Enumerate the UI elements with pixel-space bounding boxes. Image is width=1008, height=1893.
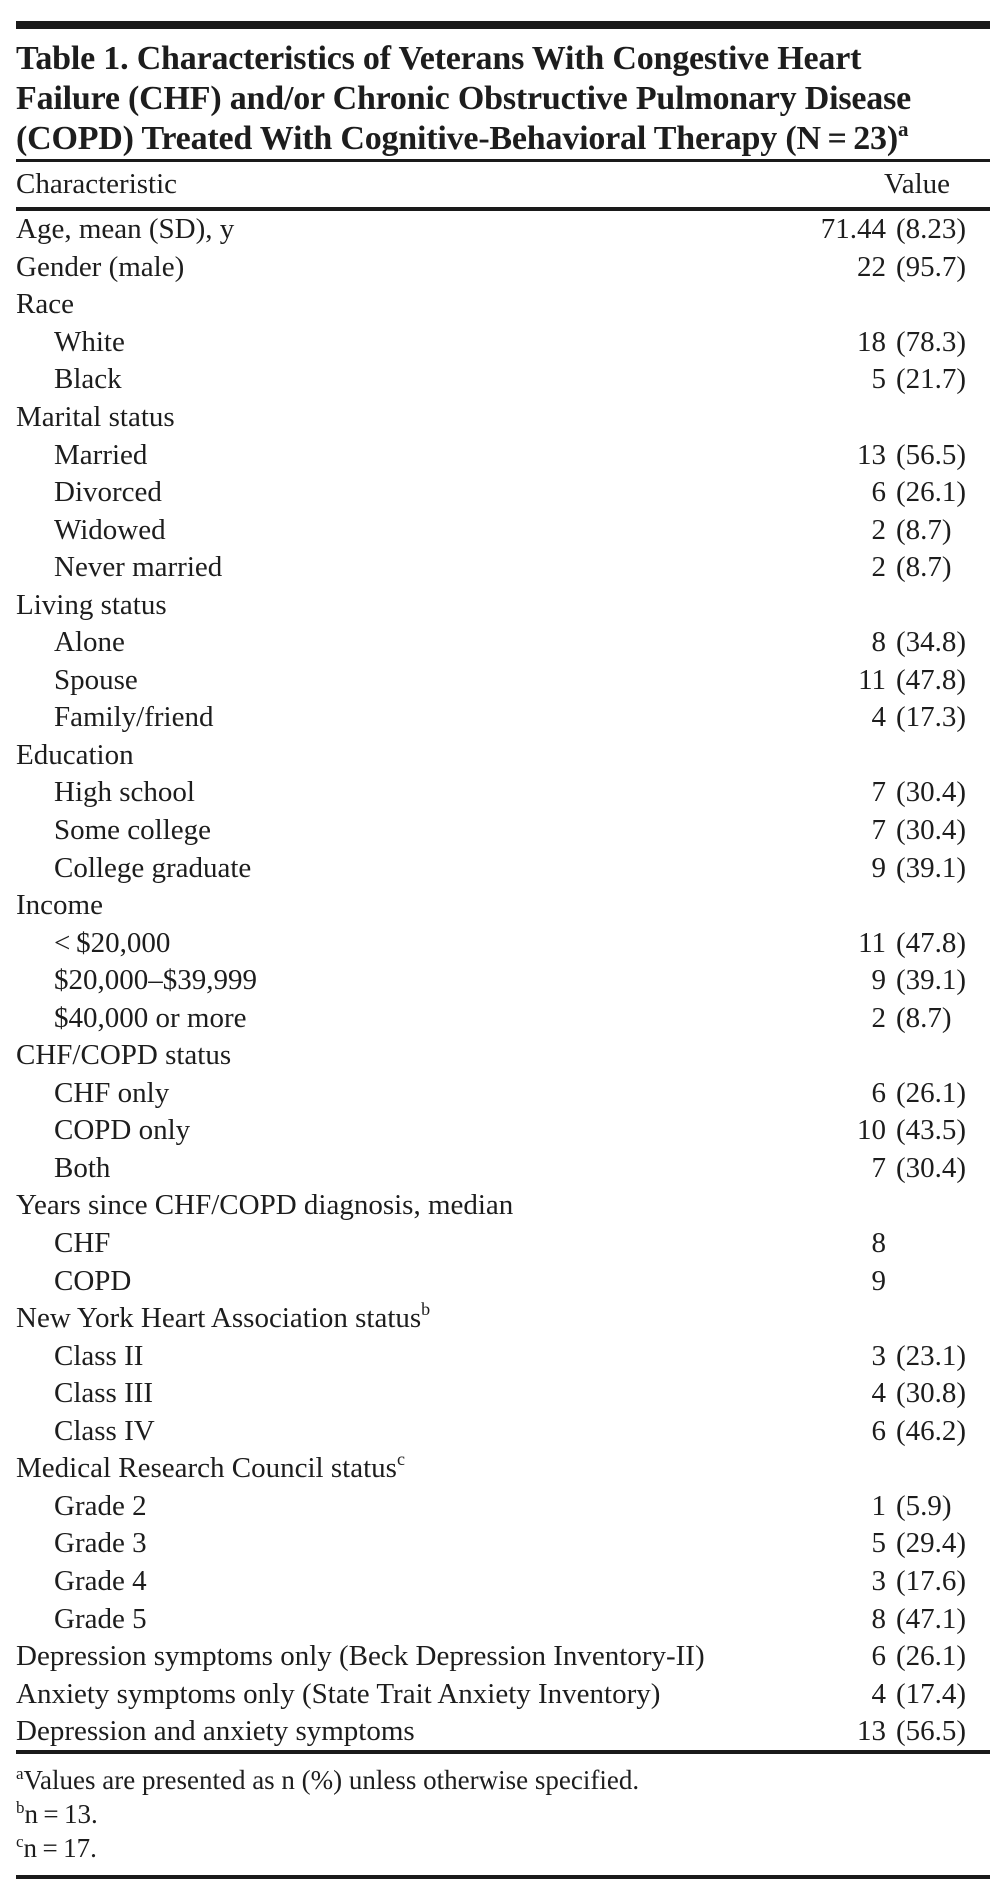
row-label — [16, 1415, 814, 1448]
row-value-n: 2 — [871, 551, 886, 584]
row-label — [16, 1152, 814, 1185]
row-value — [814, 776, 990, 809]
table-row — [16, 1375, 990, 1413]
row-label — [16, 889, 814, 922]
column-header-characteristic: Characteristic — [16, 168, 178, 200]
row-value-n: 6 — [871, 476, 886, 509]
row-value — [814, 363, 990, 396]
row-value — [814, 1077, 990, 1110]
row-value-n: 11 — [858, 663, 886, 696]
table-title-line-3 — [16, 119, 990, 159]
row-label-text: CHF only — [54, 1076, 170, 1109]
row-label — [16, 1640, 814, 1673]
row-value-percent: (21.7) — [896, 363, 967, 396]
row-label — [16, 1302, 814, 1335]
row-value-n: 13 — [857, 438, 886, 471]
row-value-n: 11 — [858, 926, 886, 959]
table-row — [16, 887, 990, 925]
row-value-percent: (17.4) — [896, 1677, 967, 1710]
row-label — [16, 401, 814, 434]
table-body — [16, 211, 990, 1750]
row-label-text: Anxiety symptoms only (State Trait Anxiety Inventory) — [16, 1677, 661, 1710]
row-value-percent: (47.1) — [896, 1602, 967, 1635]
row-value-percent: (43.5) — [896, 1114, 967, 1147]
row-value — [814, 1340, 990, 1373]
row-label — [16, 1490, 814, 1523]
row-label — [16, 1603, 814, 1636]
row-value-n: 5 — [871, 363, 886, 396]
row-label — [16, 326, 814, 359]
table-header-row — [16, 162, 990, 207]
table-title-line-1: Table 1. Characteristics of Veterans With Congestive Heart — [16, 40, 862, 77]
row-label — [16, 589, 814, 622]
row-value-percent: (8.7) — [896, 513, 952, 546]
table-row — [16, 774, 990, 812]
row-value-percent: (26.1) — [896, 1640, 967, 1673]
row-label-text: Race — [16, 288, 74, 321]
row-value — [814, 476, 990, 509]
table-title-line-3-text: (COPD) Treated With Cognitive-Behavioral Therapy (N = 23) — [16, 120, 898, 157]
row-value-n: 8 — [871, 626, 886, 659]
row-value-percent: (8.7) — [896, 551, 952, 584]
row-value — [814, 1640, 990, 1673]
footnote — [16, 1831, 990, 1865]
row-label-text: Family/friend — [54, 701, 214, 734]
table-row — [16, 1600, 990, 1638]
row-value — [814, 964, 990, 997]
row-value-percent: (30.4) — [896, 776, 967, 809]
row-label-text: Gender (male) — [16, 250, 185, 283]
row-label-text: Medical Research Council status — [16, 1452, 397, 1485]
row-label — [16, 1227, 814, 1260]
row-value-percent: (26.1) — [896, 1076, 967, 1109]
row-value-percent: (8.23) — [896, 213, 967, 246]
row-value-n: 4 — [871, 701, 886, 734]
table-row — [16, 999, 990, 1037]
row-value-percent — [886, 1265, 990, 1298]
row-value-percent: (56.5) — [896, 438, 967, 471]
table-figure — [16, 0, 990, 1879]
row-value — [814, 1227, 990, 1260]
row-value-n: 3 — [871, 1564, 886, 1597]
row-value — [814, 626, 990, 659]
table-row — [16, 211, 990, 249]
table-row — [16, 662, 990, 700]
row-label — [16, 626, 814, 659]
row-value — [814, 1527, 990, 1560]
row-label — [16, 664, 814, 697]
footnote-marker: b — [16, 1798, 25, 1818]
row-label — [16, 288, 814, 321]
table-row — [16, 1563, 990, 1601]
table-row — [16, 812, 990, 850]
row-label — [16, 1039, 814, 1072]
row-label — [16, 1340, 814, 1373]
footnote — [16, 1763, 990, 1797]
row-label-text: Spouse — [54, 663, 138, 696]
row-value-n: 7 — [871, 814, 886, 847]
row-value-n: 9 — [871, 964, 886, 997]
row-label — [16, 1377, 814, 1410]
row-value-percent: (56.5) — [896, 1715, 967, 1748]
row-label-text: COPD — [54, 1264, 132, 1297]
row-label — [16, 213, 814, 246]
table-row — [16, 511, 990, 549]
table-row — [16, 586, 990, 624]
row-label-text: Grade 3 — [54, 1527, 147, 1560]
row-label — [16, 1715, 814, 1748]
row-label — [16, 927, 814, 960]
row-label-text: Years since CHF/COPD diagnosis, median — [16, 1189, 514, 1222]
row-label — [16, 1002, 814, 1035]
row-value — [814, 1678, 990, 1711]
row-value-n: 4 — [871, 1677, 886, 1710]
row-value-n: 10 — [857, 1114, 886, 1147]
row-label — [16, 476, 814, 509]
table-title-line-2: Failure (CHF) and/or Chronic Obstructive Pulmonary Disease — [16, 80, 912, 117]
row-label-text: Both — [54, 1151, 111, 1184]
table-row — [16, 1450, 990, 1488]
row-value — [814, 551, 990, 584]
row-label-text: White — [54, 325, 125, 358]
table-row — [16, 1075, 990, 1113]
row-value-percent: (30.4) — [896, 1151, 967, 1184]
table-row — [16, 286, 990, 324]
table-row — [16, 1150, 990, 1188]
table-row — [16, 1037, 990, 1075]
row-value — [814, 1715, 990, 1748]
row-value — [814, 251, 990, 284]
row-label — [16, 439, 814, 472]
row-label — [16, 363, 814, 396]
row-value — [814, 1377, 990, 1410]
table-row — [16, 962, 990, 1000]
row-value-n: 9 — [871, 1264, 886, 1297]
row-value — [814, 1490, 990, 1523]
row-value — [814, 927, 990, 960]
row-value-percent: (30.4) — [896, 814, 967, 847]
row-label-text: High school — [54, 776, 195, 809]
row-value — [814, 1114, 990, 1147]
row-label — [16, 1265, 814, 1298]
row-value — [814, 1415, 990, 1448]
row-value-percent: (30.8) — [896, 1377, 967, 1410]
row-value — [814, 852, 990, 885]
table-row — [16, 1187, 990, 1225]
table-row — [16, 924, 990, 962]
table-row — [16, 1300, 990, 1338]
row-value-n: 2 — [871, 513, 886, 546]
row-value-percent — [886, 1227, 990, 1260]
table-row — [16, 1337, 990, 1375]
row-value-n: 6 — [871, 1076, 886, 1109]
row-value — [814, 213, 990, 246]
row-label — [16, 1077, 814, 1110]
row-label-text: Widowed — [54, 513, 166, 546]
row-label-text: Education — [16, 738, 134, 771]
row-value-percent: (78.3) — [896, 325, 967, 358]
column-header-value: Value — [884, 168, 951, 200]
row-value-n: 3 — [871, 1339, 886, 1372]
row-value-percent: (46.2) — [896, 1414, 967, 1447]
row-label-text: Class IV — [54, 1414, 155, 1447]
row-value-percent: (34.8) — [896, 626, 967, 659]
row-label — [16, 551, 814, 584]
row-value-n: 6 — [871, 1640, 886, 1673]
row-value-percent: (39.1) — [896, 851, 967, 884]
table-bottom-rule — [16, 1875, 990, 1879]
footnote-text: Values are presented as n (%) unless otherwise specified. — [23, 1765, 640, 1796]
row-value-n: 8 — [871, 1602, 886, 1635]
row-label-text: Depression and anxiety symptoms — [16, 1715, 415, 1748]
row-footnote-marker: c — [396, 1452, 405, 1470]
row-value-percent: (8.7) — [896, 1001, 952, 1034]
row-label-text: Class II — [54, 1339, 144, 1372]
row-value — [814, 1565, 990, 1598]
row-label-text: Black — [54, 363, 122, 396]
table-row — [16, 324, 990, 362]
row-label — [16, 514, 814, 547]
row-value-percent: (47.8) — [896, 663, 967, 696]
footnote — [16, 1797, 990, 1831]
table-row — [16, 474, 990, 512]
row-value-percent: (29.4) — [896, 1527, 967, 1560]
row-value — [814, 1152, 990, 1185]
row-value — [814, 701, 990, 734]
table-row — [16, 1225, 990, 1263]
table-row — [16, 1112, 990, 1150]
table-row — [16, 399, 990, 437]
table-row — [16, 737, 990, 775]
row-value-n: 7 — [871, 776, 886, 809]
table-row — [16, 1675, 990, 1713]
table-row — [16, 436, 990, 474]
footnote-text: n = 13. — [24, 1799, 98, 1830]
row-value-percent: (47.8) — [896, 926, 967, 959]
row-label — [16, 776, 814, 809]
row-value — [814, 1002, 990, 1035]
row-value-n: 13 — [857, 1715, 886, 1748]
table-row — [16, 1713, 990, 1751]
table-row — [16, 699, 990, 737]
row-value — [814, 439, 990, 472]
row-value — [814, 1603, 990, 1636]
table-footnotes — [16, 1754, 990, 1865]
row-value-percent: (17.6) — [896, 1564, 967, 1597]
table-row — [16, 1488, 990, 1526]
row-label-text: Class III — [54, 1377, 154, 1410]
row-value — [814, 326, 990, 359]
footnote-marker: a — [16, 1764, 24, 1784]
table-row — [16, 849, 990, 887]
table-row — [16, 249, 990, 287]
footnote-text: n = 17. — [23, 1833, 97, 1864]
row-label — [16, 1565, 814, 1598]
table-top-rule — [16, 21, 990, 29]
row-label-text: Depression symptoms only (Beck Depression Inventory-II) — [16, 1640, 705, 1673]
row-label-text: Age, mean (SD), y — [16, 213, 235, 246]
table-row — [16, 624, 990, 662]
row-label-text: College graduate — [54, 851, 252, 884]
row-label-text: New York Heart Association status — [16, 1302, 422, 1335]
row-label — [16, 1527, 814, 1560]
row-value-n: 22 — [857, 250, 886, 283]
row-label-text: COPD only — [54, 1114, 191, 1147]
row-label-text: $20,000–$39,999 — [54, 964, 257, 997]
row-label-text: CHF/COPD status — [16, 1039, 232, 1072]
row-label-text: Living status — [16, 588, 167, 621]
row-label-text: CHF — [54, 1227, 111, 1260]
row-label-text: $40,000 or more — [54, 1001, 247, 1034]
row-label — [16, 1678, 814, 1711]
row-label-text: < $20,000 — [54, 926, 171, 959]
row-label — [16, 964, 814, 997]
footnote-marker: c — [16, 1832, 24, 1852]
row-label-text: Never married — [54, 551, 223, 584]
row-value-n: 71.44 — [820, 213, 886, 246]
row-value-percent: (95.7) — [896, 250, 967, 283]
table-title-footnote-marker: a — [897, 117, 909, 141]
row-value-percent: (5.9) — [896, 1489, 952, 1522]
table-row — [16, 1262, 990, 1300]
row-value-percent: (23.1) — [896, 1339, 967, 1372]
row-value-percent: (26.1) — [896, 476, 967, 509]
row-value — [814, 814, 990, 847]
row-label-text: Grade 4 — [54, 1564, 147, 1597]
row-label — [16, 814, 814, 847]
row-value — [814, 664, 990, 697]
row-label-text: Married — [54, 438, 148, 471]
table-title — [16, 39, 990, 159]
row-label — [16, 1189, 814, 1222]
bottom-gap — [16, 1865, 990, 1875]
row-label — [16, 852, 814, 885]
row-label — [16, 1114, 814, 1147]
row-value-n: 5 — [871, 1527, 886, 1560]
row-label-text: Grade 2 — [54, 1489, 147, 1522]
row-label-text: Marital status — [16, 401, 175, 433]
row-label — [16, 701, 814, 734]
row-label — [16, 1452, 814, 1485]
row-value-n: 8 — [871, 1227, 886, 1260]
table-row — [16, 1638, 990, 1676]
row-value-percent: (17.3) — [896, 701, 967, 734]
row-footnote-marker: b — [421, 1302, 431, 1320]
row-value-percent: (39.1) — [896, 964, 967, 997]
table-row — [16, 361, 990, 399]
row-value-n: 4 — [871, 1377, 886, 1410]
row-value-n: 1 — [871, 1489, 886, 1522]
row-label-text: Divorced — [54, 476, 162, 509]
row-value — [814, 1265, 990, 1298]
row-value-n: 6 — [871, 1414, 886, 1447]
row-label-text: Grade 5 — [54, 1602, 147, 1635]
row-label — [16, 251, 814, 284]
row-value-n: 7 — [871, 1151, 886, 1184]
row-value-n: 2 — [871, 1001, 886, 1034]
table-row — [16, 1525, 990, 1563]
row-label — [16, 739, 814, 772]
table-row — [16, 549, 990, 587]
row-value-n: 18 — [857, 325, 886, 358]
table-row — [16, 1413, 990, 1451]
row-value-n: 9 — [871, 851, 886, 884]
row-value — [814, 514, 990, 547]
row-label-text: Some college — [54, 814, 212, 847]
row-label-text: Income — [16, 889, 103, 922]
row-label-text: Alone — [54, 626, 125, 659]
